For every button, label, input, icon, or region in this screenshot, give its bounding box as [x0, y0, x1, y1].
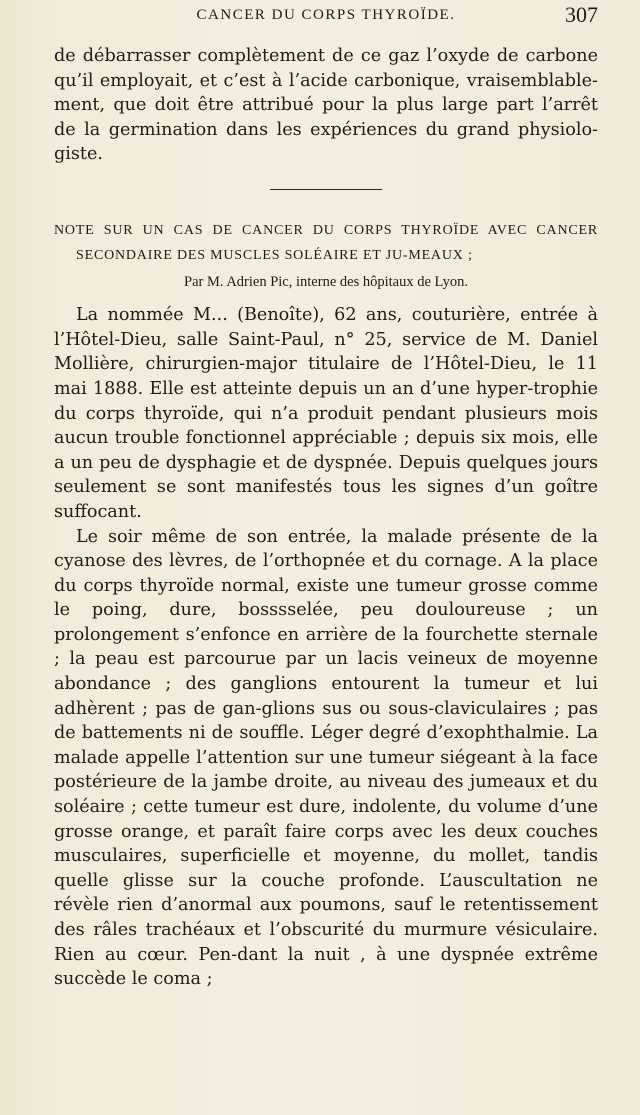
article-byline: Par M. Adrien Pic, interne des hôpitaux de Lyon.: [184, 274, 468, 291]
article-body: [54, 303, 598, 992]
continuation-paragraph: de débarrasser complètement de ce gaz l’oxyde de carbone qu’il employait, et c’est à l’acide carbonique, vraisemblable-ment, que doit être attribué pour la plus large part l’arrêt de la germination dans les expériences du grand physiolo-giste.: [54, 46, 598, 165]
section-divider: [270, 189, 382, 190]
page-number: 307: [565, 2, 598, 27]
article-title: [54, 219, 598, 268]
running-title: CANCER DU CORPS THYROÏDE.: [196, 7, 456, 23]
article-title-text: NOTE SUR UN CAS DE CANCER DU CORPS THYROÏDE AVEC CANCER SECONDAIRE DES MUSCLES SOLÉAIRE ET JU-MEAUX ;: [54, 222, 598, 263]
body-paragraph-2: Le soir même de son entrée, la malade présente de la cyanose des lèvres, de l’orthopnée et du cornage. A la place du corps thyroïde normal, existe une tumeur grosse comme le poing, dure, bosssselée, peu douloureuse ; un prolongement s’enfonce en arrière de la fourchette sternale ; la peau est parcourue par un lacis veineux de moyenne abondance ; des ganglions entourent la tumeur et lui adhèrent ; pas de gan-glions sus ou sous-claviculaires ; pas de battements ni de souffle. Léger degré d’exophthalmie. La malade appelle l’attention sur une tumeur siégeant à la face postérieure de la jambe droite, au niveau des jumeaux et du soléaire ; cette tumeur est dure, indolente, du volume d’une grosse orange, et paraît faire corps avec les deux couches musculaires, superficielle et moyenne, du mollet, tandis quelle glisse sur la couche profonde. L’auscultation ne révèle rien d’anormal aux poumons, sauf le retentissement des râles trachéaux et l’obscurité du murmure vésiculaire. Rien au cœur. Pen-dant la nuit , à une dyspnée extrême succède le coma ;: [54, 526, 598, 990]
body-paragraph-1: La nommée M... (Benoîte), 62 ans, couturière, entrée à l’Hôtel-Dieu, salle Saint-Paul, n° 25, service de M. Daniel Mollière, chirurgien-major titulaire de l’Hôtel-Dieu, le 11 mai 1888. Elle est atteinte depuis un an d’une hyper-trophie du corps thyroïde, qui n’a produit pendant plusieurs mois aucun trouble fonctionnel appréciable ; depuis six mois, elle a un peu de dysphagie et de dyspnée. Depuis quelques jours seulement se sont manifestés tous les signes d’un goître suffocant.: [54, 305, 598, 522]
running-head: [54, 0, 598, 40]
